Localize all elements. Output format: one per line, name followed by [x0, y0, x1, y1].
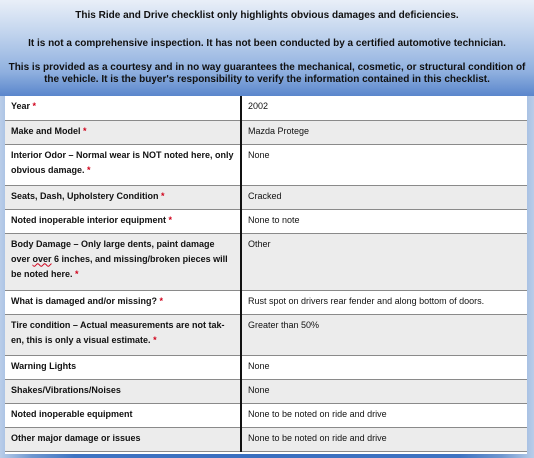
label-text: Make and Model: [11, 125, 81, 136]
label-text: What is damaged and/or missing?: [11, 295, 158, 306]
row-label: Noted inoperable equipment: [5, 403, 241, 427]
label-text: Tire condition – Actual measurements are not tak-en, this is only a visual estimate.: [11, 319, 225, 345]
row-label: Other major damage or issues: [5, 427, 241, 451]
label-text: Year: [11, 101, 31, 111]
label-text: 6 inches, and missing/broken pieces will be noted here.: [11, 253, 228, 279]
table-row: [5, 209, 527, 233]
row-value: None to be noted on ride and drive: [248, 408, 387, 419]
checklist-table: [5, 96, 527, 452]
row-value: None: [248, 360, 270, 371]
row-label: [5, 96, 241, 120]
row-value: 2002: [248, 101, 269, 111]
table-row: [5, 185, 527, 209]
row-value: None to note: [248, 214, 300, 225]
required-marker: *: [75, 268, 79, 279]
row-label: [5, 209, 241, 233]
row-label: [5, 185, 241, 209]
required-marker: *: [168, 214, 173, 225]
disclaimer-line-2: It is not a comprehensive inspection. It has not been conducted by a certified automotive technician.: [28, 38, 506, 49]
table-row: [5, 314, 527, 355]
label-text: Interior Odor – Normal wear is NOT noted here, only obvious damage.: [11, 149, 234, 175]
row-label: [5, 120, 241, 144]
row-value: Mazda Protege: [248, 125, 310, 136]
table-row: [5, 427, 527, 451]
table-row: [5, 403, 527, 427]
disclaimer-line-1: This Ride and Drive checklist only highlights obvious damages and deficiencies.: [75, 10, 459, 21]
row-value: Rust spot on drivers rear fender and along bottom of doors.: [248, 295, 485, 306]
row-value: Cracked: [248, 190, 282, 201]
required-marker: *: [161, 190, 165, 201]
row-label: Shakes/Vibrations/Noises: [5, 379, 241, 403]
table-row: [5, 355, 527, 379]
table-row: [5, 379, 527, 403]
table-row: [5, 290, 527, 314]
table-row: [5, 120, 527, 144]
label-text: Seats, Dash, Upholstery Condition: [11, 190, 159, 201]
row-label: [5, 290, 241, 314]
row-value: None: [248, 384, 270, 395]
label-text: Body Damage – Only large dents, paint damage over: [11, 238, 215, 264]
row-value: Other: [248, 238, 271, 249]
row-label: [5, 233, 241, 290]
row-label: [5, 314, 241, 355]
row-label: [5, 144, 241, 185]
required-marker: *: [159, 295, 164, 306]
row-value: None to be noted on ride and drive: [248, 432, 387, 443]
row-label: Warning Lights: [5, 355, 241, 379]
required-marker: *: [153, 334, 157, 345]
required-marker: *: [87, 164, 91, 175]
required-marker: *: [83, 125, 87, 136]
table-row: [5, 233, 527, 290]
label-text: Noted inoperable interior equipment: [11, 214, 167, 225]
required-marker: *: [32, 101, 37, 111]
row-value: None: [248, 149, 270, 160]
checklist-table-container: [5, 96, 527, 454]
spellcheck-word: over: [32, 253, 52, 264]
table-row: [5, 96, 527, 120]
disclaimer-line-3: This is provided as a courtesy and in no way guarantees the mechanical, cosmetic, or structural condition of the vehicle. It is the buyer's responsibility to verify the information contained in this checklist.: [8, 62, 526, 85]
row-value: Greater than 50%: [248, 319, 320, 330]
table-row: [5, 144, 527, 185]
